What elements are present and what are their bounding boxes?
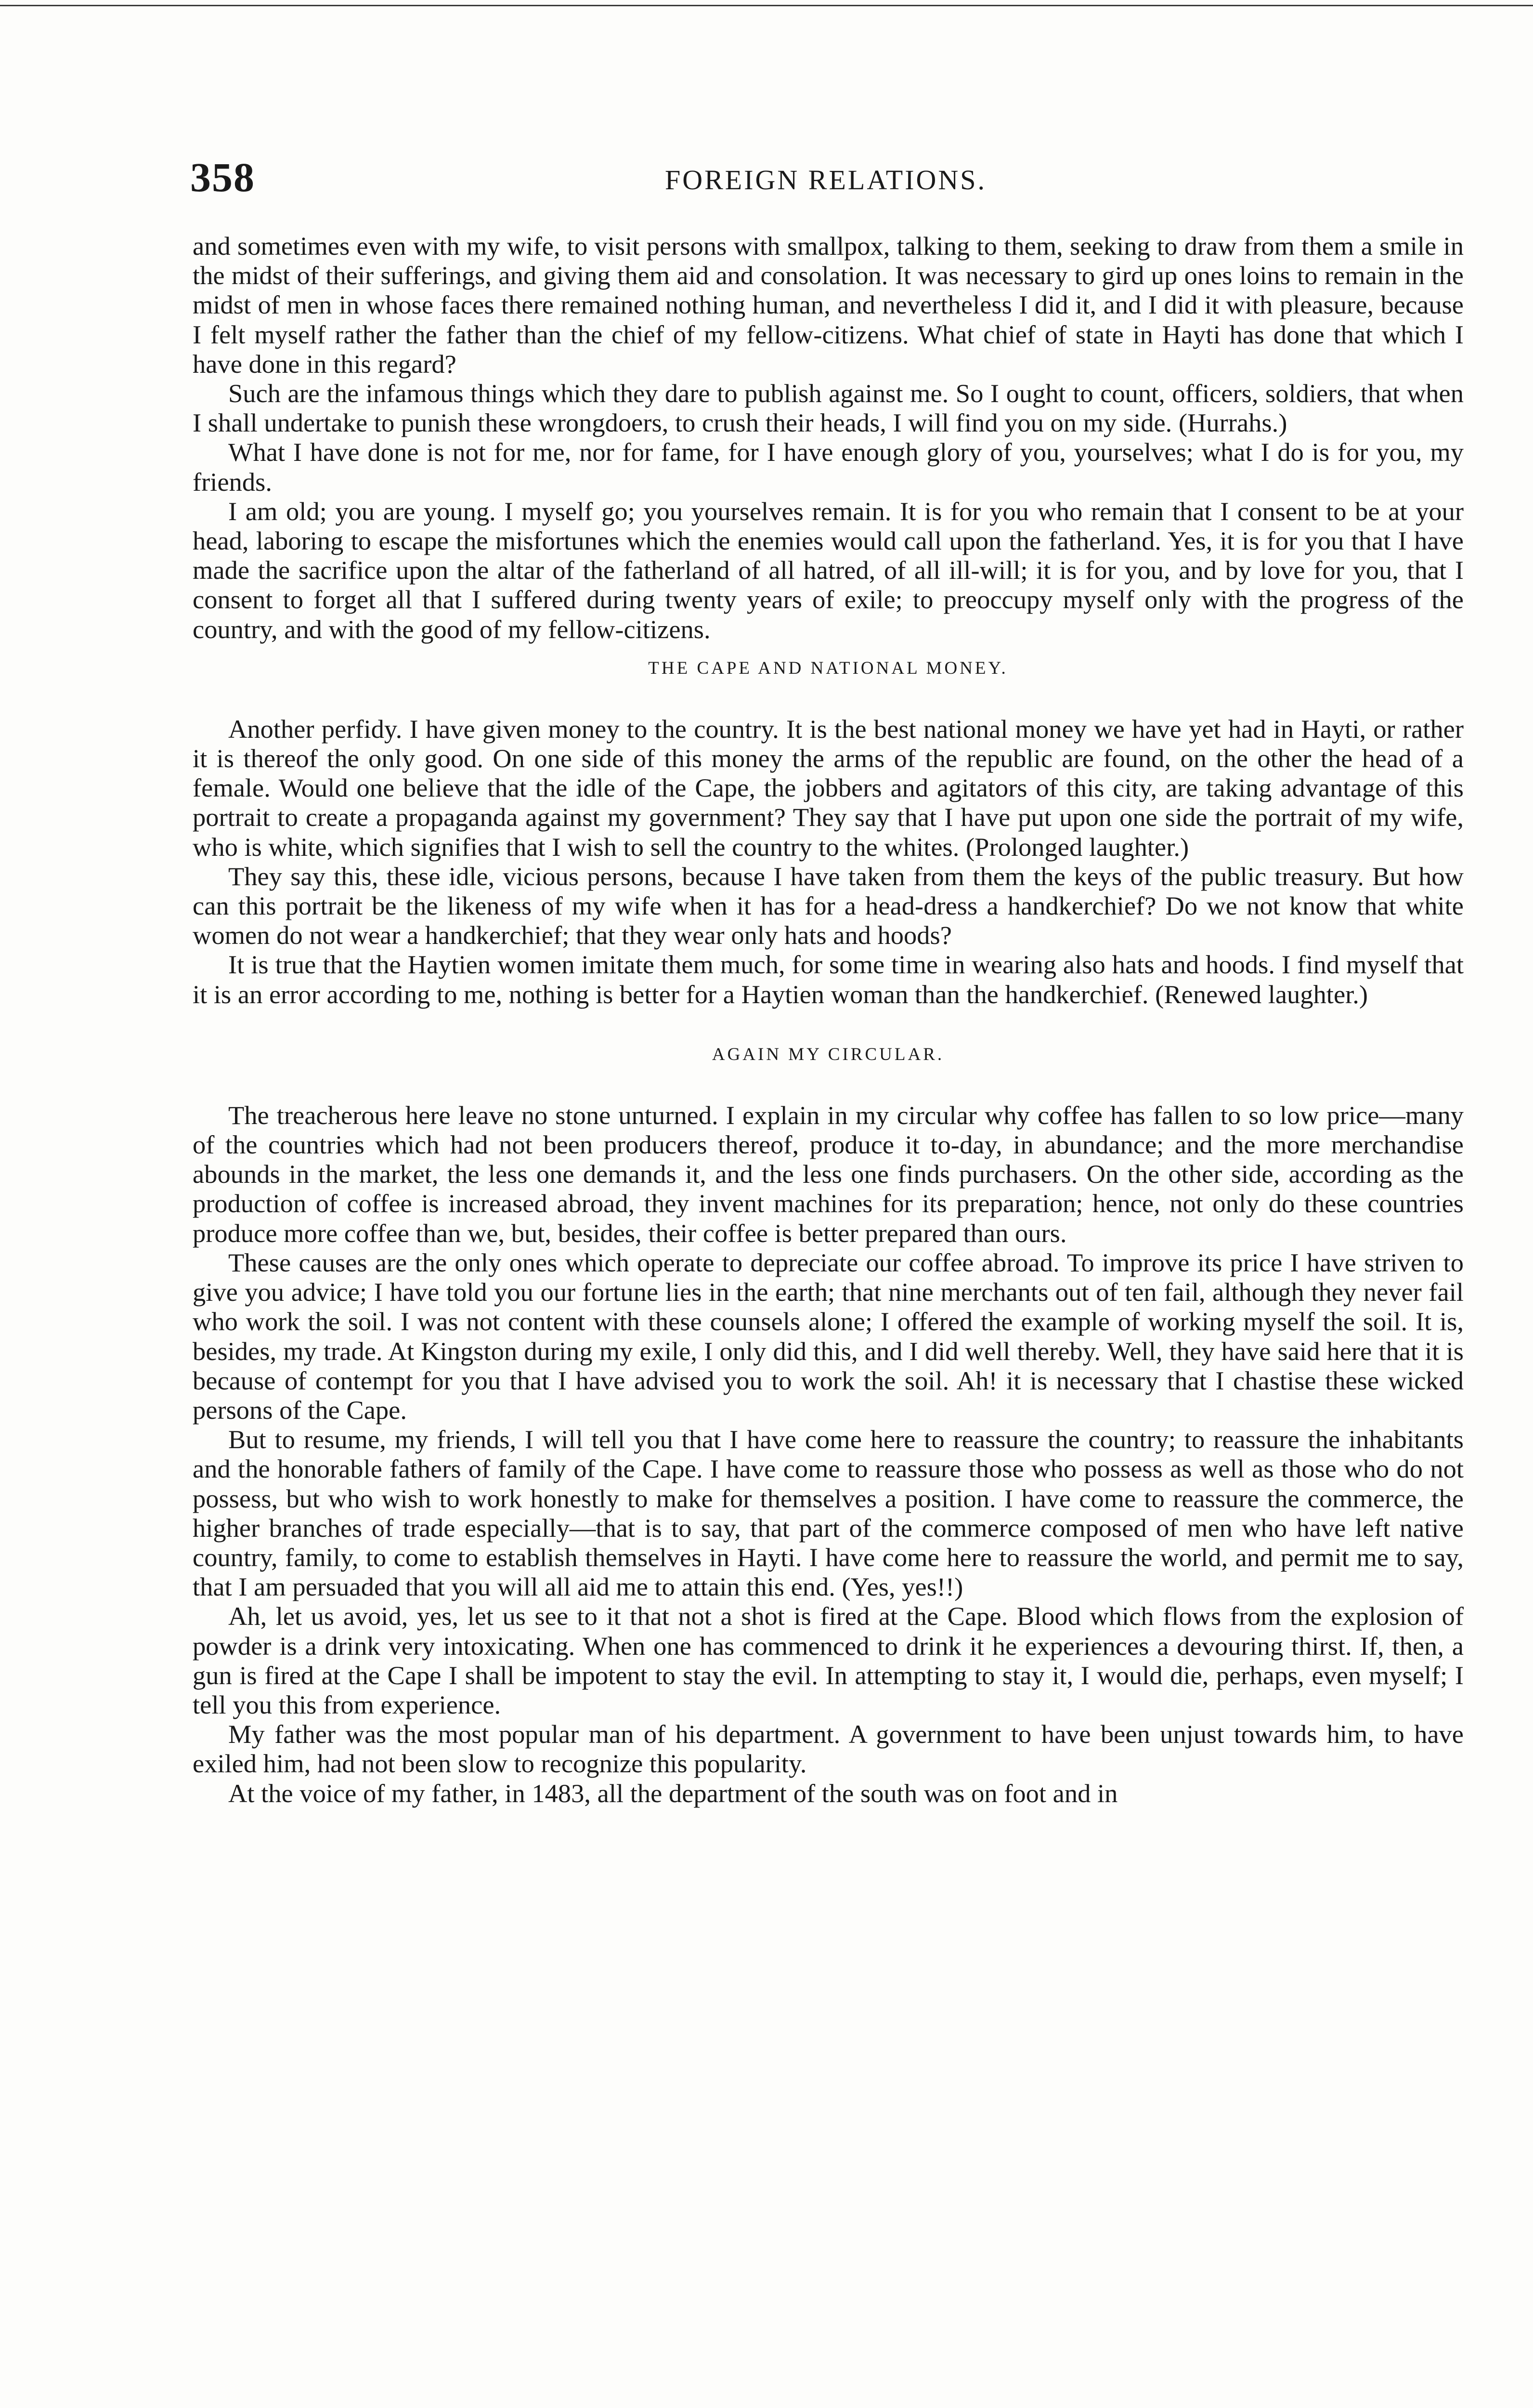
paragraph: They say this, these idle, vicious persons, because I have taken from them the keys of the public treasury. But how can this portrait be the likeness of my wife when it has for a head-dress a handkerchief? Do we not know that white women do not wear a handkerchief; that they wear only hats and hoods?	[193, 861, 1464, 950]
paragraph: Such are the infamous things which they dare to publish against me. So I ought to count, officers, soldiers, that when I shall undertake to punish these wrongdoers, to crush their heads, I will find you on my side. (Hurrahs.)	[193, 379, 1464, 438]
section-heading: AGAIN MY CIRCULAR.	[712, 1044, 945, 1064]
paragraph: These causes are the only ones which operate to depreciate our coffee abroad. To improve its price I have striven to give you advice; I have told you our fortune lies in the earth; that nine merchants out of ten fail, although they never fail who work the soil. I was not content with these counsels alone; I offered the example of working myself the soil. It is, besides, my trade. At Kingston during my exile, I only did this, and I did well thereby. Well, they have said here that it is because of contempt for you that I have advised you to work the soil. Ah! it is necessary that I chastise these wicked persons of the Cape.	[193, 1247, 1464, 1425]
running-head	[190, 153, 1461, 206]
paragraph: and sometimes even with my wife, to visit persons with smallpox, talking to them, seeking to draw from them a smile in the midst of their sufferings, and giving them aid and consolation. It was necessary to gird up ones loins to remain in the midst of men in whose faces there remained nothing human, and nevertheless I did it, and I did it with pleasure, because I felt myself rather the father than the chief of my fellow-citizens. What chief of state in Hayti has done that which I have done in this regard?	[193, 231, 1464, 379]
paragraph: But to resume, my friends, I will tell you that I have come here to reassure the country; to reassure the inhabitants and the honorable fathers of family of the Cape. I have come to reassure those who possess as well as those who do not possess, but who wish to work honestly to make for themselves a position. I have come to reassure the commerce, the higher branches of trade especially—that is to say, that part of the commerce composed of men who have left native country, family, to come to establish themselves in Hayti. I have come here to reassure the world, and permit me to say, that I am persuaded that you will all aid me to attain this end. (Yes, yes!!)	[193, 1425, 1464, 1602]
paragraph: The treacherous here leave no stone unturned. I explain in my circular why coffee has fallen to so low price—many of the countries which had not been producers thereof, produce it to-day, in abundance; and the more merchandise abounds in the market, the less one demands it, and the less one finds purchasers. On the other side, according as the production of coffee is increased abroad, they invent machines for its preparation; hence, not only do these countries produce more coffee than we, but, besides, their coffee is better prepared than ours.	[193, 1100, 1464, 1248]
paragraph: Another perfidy. I have given money to the country. It is the best national money we have yet had in Hayti, or rather it is thereof the only good. On one side of this money the arms of the republic are found, on the other the head of a female. Would one believe that the idle of the Cape, the jobbers and agitators of this city, are taking advantage of this portrait to create a propaganda against my government? They say that I have put upon one side the portrait of my wife, who is white, which signifies that I wish to sell the country to the whites. (Prolonged laughter.)	[193, 714, 1464, 862]
paragraph: I am old; you are young. I myself go; you yourselves remain. It is for you who remain that I consent to be at your head, laboring to escape the misfortunes which the enemies would call upon the fatherland. Yes, it is for you that I have made the sacrifice upon the altar of the fatherland of all hatred, of all ill-will; it is for you, and by love for you, that I consent to forget all that I suffered during twenty years of exile; to preoccupy myself only with the progress of the country, and with the good of my fellow-citizens.	[193, 496, 1464, 644]
paragraph: Ah, let us avoid, yes, let us see to it that not a shot is fired at the Cape. Blood which flows from the explosion of powder is a drink very intoxicating. When one has commenced to drink it he experiences a devouring thirst. If, then, a gun is fired at the Cape I shall be impotent to stay the evil. In attempting to stay it, I would die, perhaps, even myself; I tell you this from experience.	[193, 1601, 1464, 1719]
top-edge-rule	[0, 5, 1533, 6]
paragraph: It is true that the Haytien women imitate them much, for some time in wearing also hats and hoods. I find myself that it is an error according to me, nothing is better for a Haytien woman than the handkerchief. (Renewed laughter.)	[193, 950, 1464, 1009]
page-number: 358	[190, 154, 255, 200]
paragraph: At the voice of my father, in 1483, all the department of the south was on foot and in	[228, 1778, 1118, 1808]
running-title: FOREIGN RELATIONS.	[664, 164, 987, 196]
paragraph: My father was the most popular man of his department. A government to have been unjust towards him, to have exiled him, had not been slow to recognize this popularity.	[193, 1719, 1464, 1779]
paragraph: What I have done is not for me, nor for fame, for I have enough glory of you, yourselves; what I do is for you, my friends.	[193, 437, 1464, 497]
body-text	[193, 231, 1464, 2408]
section-heading: THE CAPE AND NATIONAL MONEY.	[648, 658, 1008, 678]
